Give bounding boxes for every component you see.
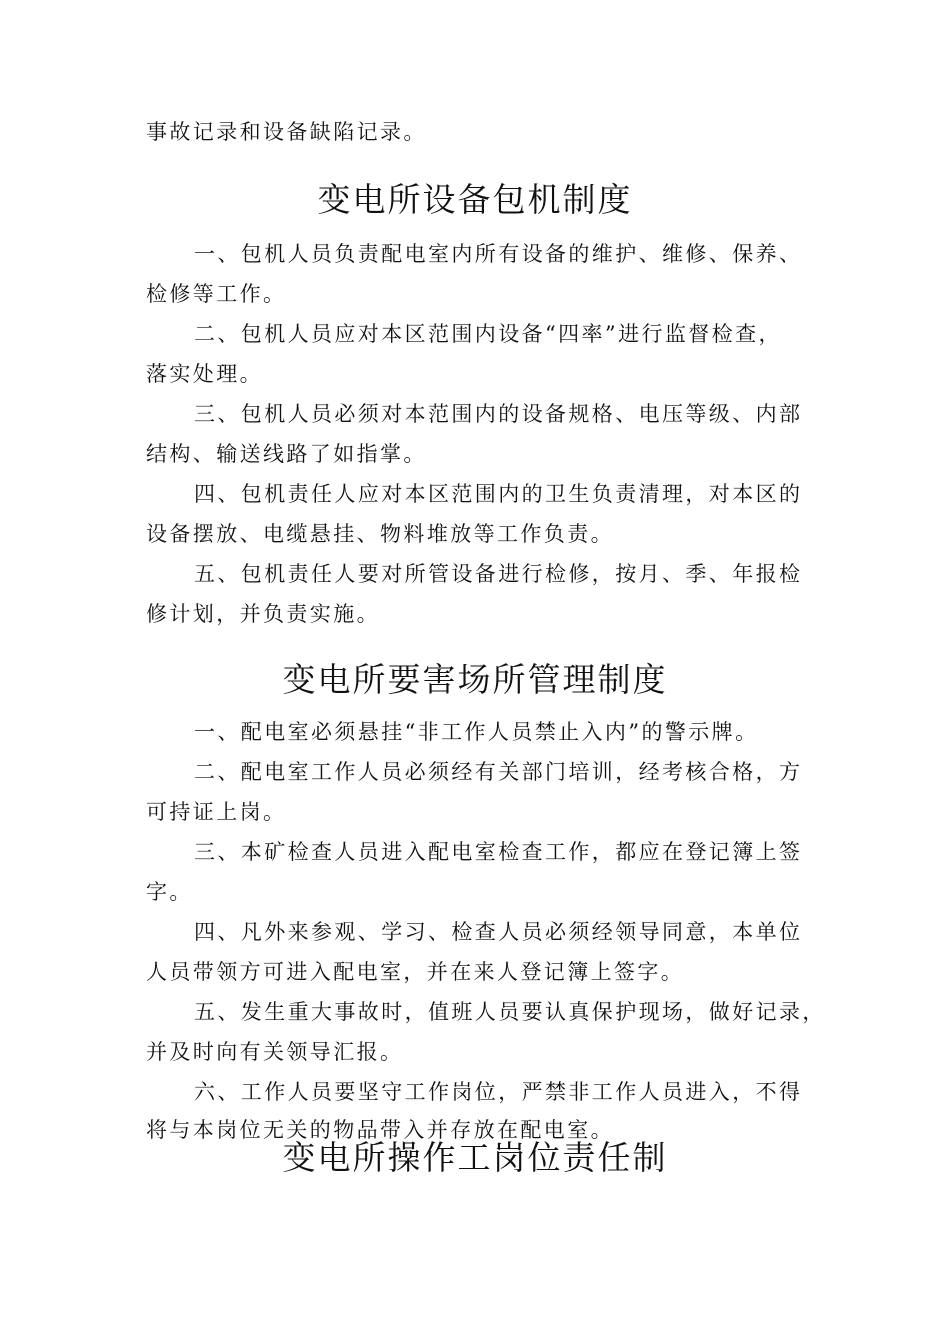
paragraph-line: 三、本矿检查人员进入配电室检查工作，都应在登记簿上签	[194, 840, 803, 864]
paragraph-line: 三、包机人员必须对本范围内的设备规格、电压等级、内部	[194, 402, 803, 426]
paragraph-line: 设备摆放、电缆悬挂、物料堆放等工作负责。	[146, 522, 614, 546]
paragraph-line: 修计划，并负责实施。	[146, 602, 380, 626]
paragraph-line: 一、包机人员负责配电室内所有设备的维护、维修、保养、	[194, 242, 803, 266]
paragraph-line: 二、包机人员应对本区范围内设备“四率”进行监督检查，	[194, 322, 782, 346]
carryover-text-line: 事故记录和设备缺陷记录。	[146, 120, 427, 144]
paragraph-line: 字。	[146, 880, 193, 904]
paragraph-line: 五、包机责任人要对所管设备进行检修，按月、季、年报检	[194, 562, 803, 586]
paragraph-line: 将与本岗位无关的物品带入并存放在配电室。	[146, 1118, 614, 1142]
section-title-operator-post-responsibility: 变电所操作工岗位责任制	[282, 1138, 668, 1177]
paragraph-line: 二、配电室工作人员必须经有关部门培训，经考核合格，方	[194, 760, 803, 784]
paragraph-line: 检修等工作。	[146, 282, 287, 306]
paragraph-line: 人员带领方可进入配电室，并在来人登记簿上签字。	[146, 960, 685, 984]
paragraph-line: 落实处理。	[146, 362, 263, 386]
paragraph-line: 五、发生重大事故时，值班人员要认真保护现场，做好记录，	[194, 1000, 826, 1024]
section-title-equipment-responsibility: 变电所设备包机制度	[317, 180, 633, 219]
paragraph-line: 六、工作人员要坚守工作岗位，严禁非工作人员进入，不得	[194, 1080, 803, 1104]
paragraph-line: 四、包机责任人应对本区范围内的卫生负责清理，对本区的	[194, 482, 803, 506]
paragraph-line: 结构、输送线路了如指掌。	[146, 442, 427, 466]
paragraph-line: 可持证上岗。	[146, 800, 287, 824]
paragraph-line: 四、凡外来参观、学习、检查人员必须经领导同意，本单位	[194, 920, 803, 944]
paragraph-line: 一、配电室必须悬挂“非工作人员禁止入内”的警示牌。	[194, 720, 759, 744]
section-title-critical-site-management: 变电所要害场所管理制度	[282, 660, 668, 699]
paragraph-line: 并及时向有关领导汇报。	[146, 1040, 404, 1064]
